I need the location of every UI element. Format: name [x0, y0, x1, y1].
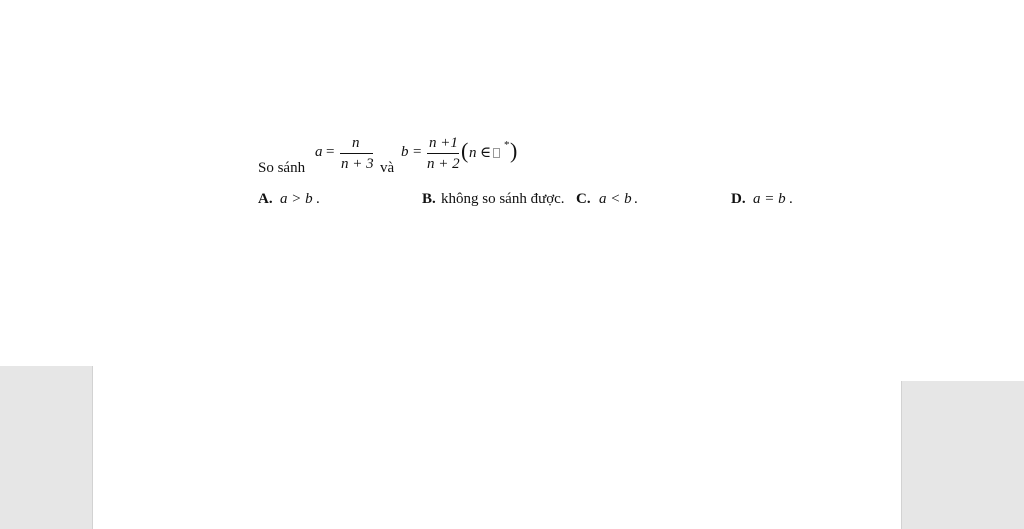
option-d-expression: a = b — [753, 191, 786, 207]
var-n: n — [469, 145, 477, 161]
option-c-period: . — [634, 191, 638, 207]
fraction-b-numerator: n +1 — [429, 135, 458, 151]
open-parenthesis: ( — [461, 138, 469, 163]
fraction-a-denominator: n + 3 — [341, 156, 374, 172]
equals-sign-a: = — [326, 144, 335, 160]
fraction-a-bar — [340, 153, 373, 154]
equals-sign-b: = — [413, 144, 422, 160]
element-of-symbol: ∈ — [480, 145, 492, 161]
page-margin-left — [0, 366, 93, 529]
var-b: b — [401, 144, 409, 160]
option-b-text: không so sánh được. — [441, 191, 565, 207]
page-margin-right — [901, 381, 1024, 529]
option-d-period: . — [789, 191, 793, 207]
close-parenthesis: ) — [510, 138, 518, 163]
fraction-a-numerator: n — [352, 135, 360, 151]
fraction-b-denominator: n + 2 — [427, 156, 460, 172]
connector-text: và — [380, 160, 395, 176]
missing-glyph-box — [493, 148, 500, 158]
var-a: a — [315, 144, 323, 160]
superscript-star: * — [504, 139, 510, 151]
question-lead: So sánh — [258, 160, 306, 176]
fraction-b-bar — [427, 153, 459, 154]
option-d-label: D. — [731, 191, 746, 207]
option-a-period: . — [316, 191, 320, 207]
option-a-label: A. — [258, 191, 273, 207]
option-a-expression: a > b — [280, 191, 313, 207]
option-c-expression: a < b — [599, 191, 632, 207]
option-c-label: C. — [576, 191, 591, 207]
option-b-label: B. — [422, 191, 436, 207]
